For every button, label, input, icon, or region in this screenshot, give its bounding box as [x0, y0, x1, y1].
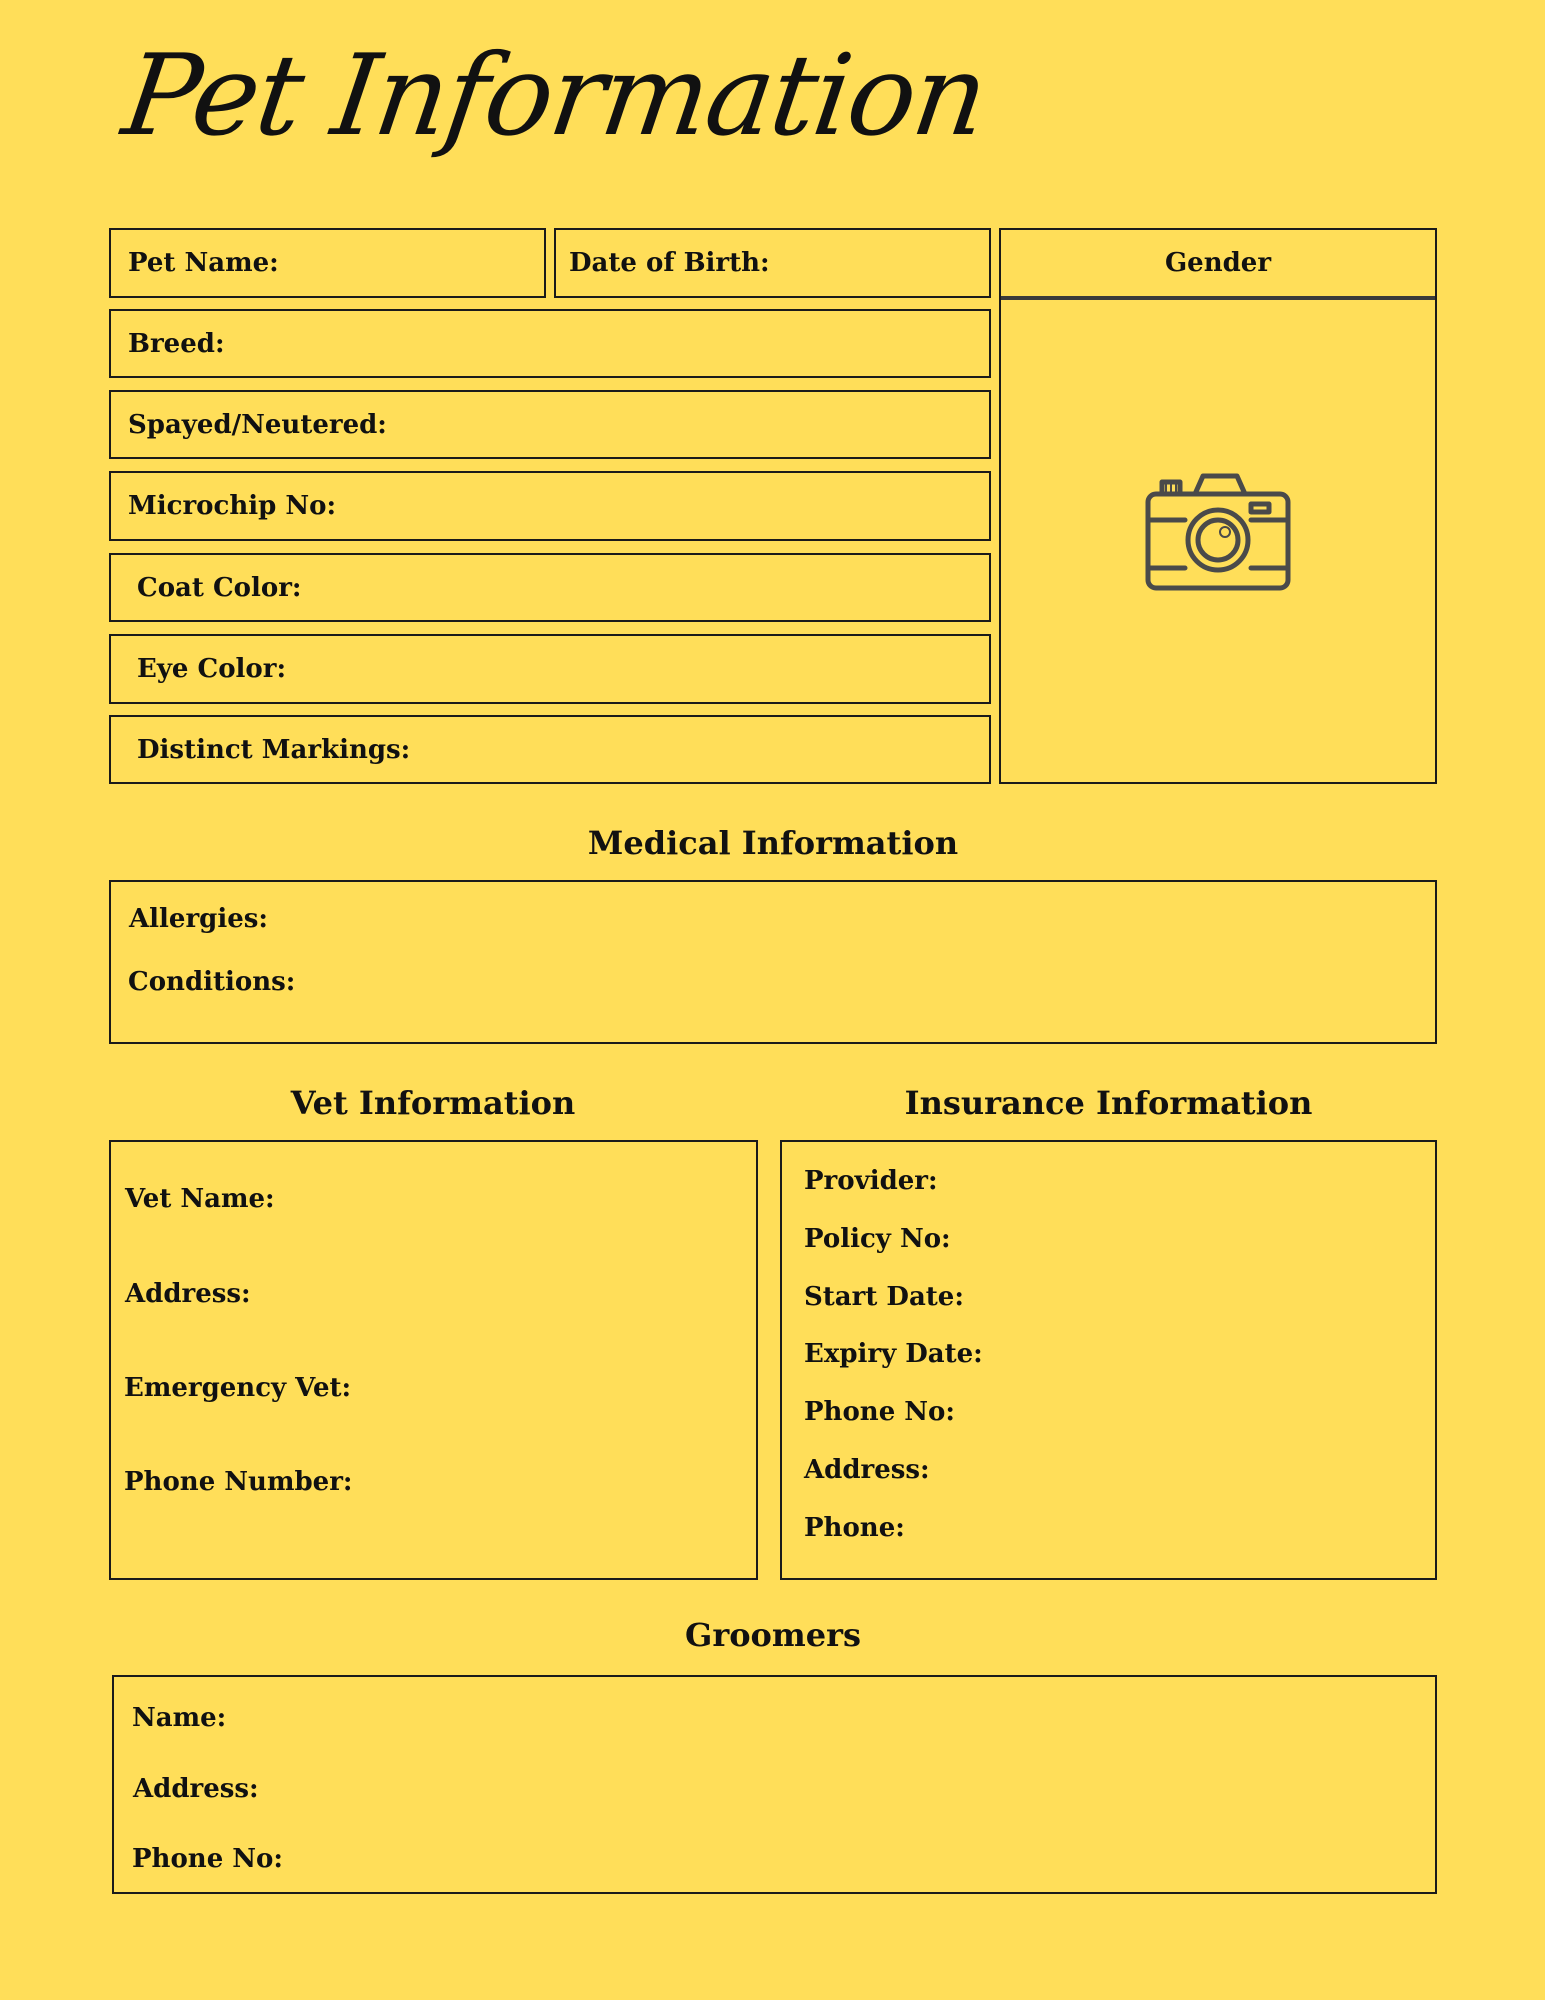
gender-divider: [1001, 296, 1435, 300]
pet-name-label: Pet Name:: [128, 248, 279, 278]
pet-name-field[interactable]: [109, 228, 546, 298]
page-title: Pet Information: [115, 31, 994, 161]
insurance-phone-no-label: Phone No:: [804, 1397, 955, 1427]
medical-heading: Medical Information: [587, 824, 959, 862]
provider-label: Provider:: [804, 1166, 938, 1196]
expiry-date-label: Expiry Date:: [804, 1339, 983, 1369]
conditions-label: Conditions:: [128, 967, 296, 997]
breed-field[interactable]: [109, 309, 991, 378]
policy-no-label: Policy No:: [804, 1224, 951, 1254]
distinct-markings-field[interactable]: [109, 715, 991, 784]
date-of-birth-label: Date of Birth:: [569, 248, 770, 278]
spayed-neutered-field[interactable]: [109, 390, 991, 459]
coat-color-label: Coat Color:: [137, 572, 302, 603]
emergency-vet-label: Emergency Vet:: [124, 1373, 352, 1403]
microchip-field[interactable]: [109, 471, 991, 541]
groomers-heading: Groomers: [685, 1616, 861, 1654]
groomer-address-label: Address:: [133, 1774, 259, 1804]
vet-heading: Vet Information: [290, 1084, 576, 1122]
coat-color-field[interactable]: [109, 553, 991, 622]
vet-name-label: Vet Name:: [125, 1184, 275, 1214]
vet-phone-number-label: Phone Number:: [124, 1467, 353, 1497]
camera-icon[interactable]: [1145, 470, 1293, 592]
distinct-markings-label: Distinct Markings:: [137, 734, 411, 765]
eye-color-field[interactable]: [109, 634, 991, 704]
vet-address-label: Address:: [125, 1279, 251, 1309]
insurance-phone-label: Phone:: [804, 1513, 905, 1543]
gender-label: Gender: [1164, 248, 1272, 278]
date-of-birth-field[interactable]: [554, 228, 991, 298]
insurance-box[interactable]: [780, 1140, 1437, 1580]
microchip-label: Microchip No:: [128, 491, 337, 521]
insurance-address-label: Address:: [804, 1455, 930, 1485]
gender-header[interactable]: [1001, 230, 1435, 296]
groomer-name-label: Name:: [132, 1703, 227, 1733]
start-date-label: Start Date:: [804, 1282, 964, 1312]
vet-box[interactable]: [109, 1140, 758, 1580]
insurance-heading: Insurance Information: [904, 1084, 1313, 1122]
groomer-phone-no-label: Phone No:: [132, 1844, 283, 1874]
spayed-neutered-label: Spayed/Neutered:: [128, 409, 387, 440]
eye-color-label: Eye Color:: [137, 654, 287, 684]
groomers-box[interactable]: [112, 1675, 1437, 1894]
allergies-label: Allergies:: [129, 904, 269, 934]
breed-label: Breed:: [128, 328, 225, 359]
medical-box[interactable]: [109, 880, 1437, 1044]
